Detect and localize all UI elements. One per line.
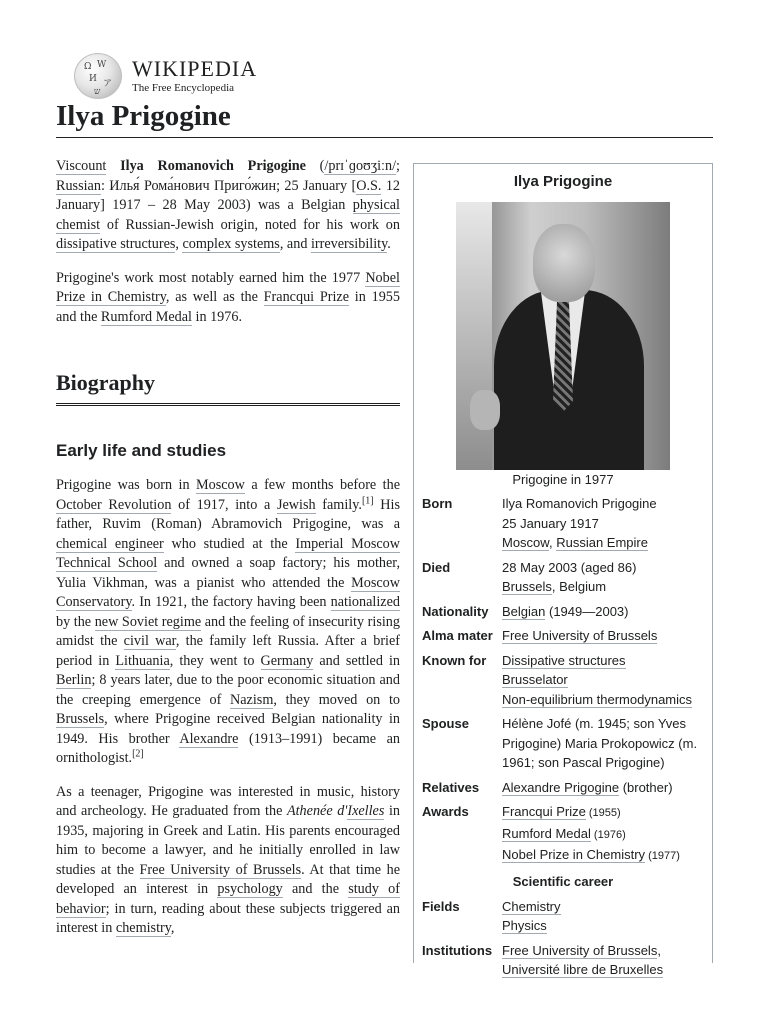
link-nobel-chemistry[interactable]: Nobel Prize in Chemistry [56, 269, 400, 305]
link-nationalized[interactable]: nationalized [330, 594, 400, 610]
portrait-photo[interactable] [456, 202, 670, 470]
wikipedia-wordmark [132, 55, 258, 95]
link-nazism[interactable]: Nazism [230, 691, 274, 708]
infobox-title: Ilya Prigogine [513, 173, 613, 190]
link-free-university-of-brussels[interactable]: Free University of Brussels [139, 861, 302, 878]
link-viscount[interactable]: Viscount [56, 158, 107, 174]
link-germany[interactable]: Germany [260, 652, 314, 669]
link-institution-ulb[interactable]: Université libre de Bruxelles [502, 962, 664, 977]
lead-paragraph-2: Prigogine's work most notably earned him the 1977 Nobel Prize in Chemistry, as well as the Francqui Prize in 1955 and the Rumford Medal in 1976. [56, 269, 400, 325]
infobox-row-relatives: Relatives Alexandre Prigogine (brother) [422, 779, 673, 795]
link-award-nobel[interactable]: Nobel Prize in Chemistry [502, 847, 646, 862]
link-physical-chemist[interactable]: physical chemist [56, 197, 400, 233]
link-psychology[interactable]: psychology [217, 881, 283, 897]
page-title: Ilya Prigogine [56, 100, 231, 132]
link-old-style[interactable]: O.S. [356, 177, 382, 194]
heading-biography: Biography [56, 369, 400, 406]
link-institution-fub[interactable]: Free University of Brussels [502, 942, 658, 958]
link-born-moscow[interactable]: Moscow [502, 535, 549, 550]
link-new-soviet-regime[interactable]: new Soviet regime [94, 613, 202, 630]
link-lithuania[interactable]: Lithuania [115, 652, 170, 669]
link-jewish[interactable]: Jewish [276, 496, 316, 513]
infobox [413, 163, 713, 977]
link-rumford-medal[interactable]: Rumford Medal [100, 308, 192, 325]
photo-caption: Prigogine in 1977 [512, 472, 614, 487]
infobox-row-died: Died 28 May 2003 (aged 86) Brussels, Belgium [422, 559, 637, 594]
link-brusselator[interactable]: Brusselator [502, 672, 568, 687]
infobox-row-awards: Awards Francqui Prize (1955) Rumford Medal (1976) Nobel Prize in Chemistry (1977) [422, 804, 680, 862]
link-study-of-behavior[interactable]: study of behavior [56, 881, 400, 917]
infobox-scientific-career-header: Scientific career [512, 873, 614, 889]
link-belgian[interactable]: Belgian [502, 603, 546, 619]
link-award-francqui[interactable]: Francqui Prize [502, 804, 586, 819]
wikipedia-logo[interactable] [74, 52, 257, 100]
link-alma-mater[interactable]: Free University of Brussels [502, 628, 658, 643]
wordmark-text: WIKIPEDIA [132, 55, 258, 81]
link-moscow-conservatory[interactable]: Moscow Conservatory [56, 574, 400, 610]
title-divider [56, 137, 713, 138]
infobox-row-fields: Fields Chemistry Physics [422, 898, 561, 933]
infobox-row-alma-mater: Alma mater Free University of Brussels [422, 628, 658, 643]
link-died-brussels[interactable]: Brussels [502, 579, 552, 594]
article-body [56, 157, 400, 953]
link-chemical-engineer[interactable]: chemical engineer [56, 535, 164, 552]
link-non-equilibrium[interactable]: Non-equilibrium thermodynamics [502, 691, 693, 707]
link-complex-systems[interactable]: complex systems [182, 236, 280, 252]
link-russian-empire[interactable]: Russian Empire [556, 535, 648, 550]
infobox-row-known-for: Known for Dissipative structures Brusselator Non-equilibrium thermodynamics [422, 652, 693, 707]
link-award-rumford[interactable]: Rumford Medal [502, 825, 591, 841]
link-field-chemistry[interactable]: Chemistry [502, 898, 561, 914]
link-russian[interactable]: Russian [56, 177, 101, 194]
heading-early-life: Early life and studies [56, 441, 227, 460]
infobox-row-spouse: Spouse Hélène Jofé (m. 1945; son Yves Prigogine) Maria Prokopowicz (m. 1961; son Pascal Prigogine) [422, 716, 698, 770]
wikipedia-globe-icon: Ω W И ア ש [74, 53, 122, 99]
wordmark-tagline: The Free Encyclopedia [132, 81, 235, 94]
infobox-row-born: Born Ilya Romanovich Prigogine 25 January 1917 Moscow, Russian Empire [422, 496, 657, 550]
athenee-italic: Athenée d'Ixelles [286, 803, 385, 819]
infobox-row-institutions: Institutions Free University of Brussels, Université libre de Bruxelles [422, 942, 664, 977]
ipa-pronunciation[interactable]: /prɪˈɡoʊʒiːn/ [324, 158, 397, 174]
link-brussels[interactable]: Brussels [56, 711, 105, 727]
early-life-paragraph-2: As a teenager, Prigogine was interested in music, history and archeology. He graduated from the Athenée d'Ixelles in 1935, majoring in Greek and Latin. His parents encouraged him to become a lawyer, and he initially enrolled in law studies at the Free University of Brussels. At that time he developed an interest in psychology and the study of behavior; in turn, reading about these subjects triggered an interest in chemistry, [56, 783, 400, 936]
link-berlin[interactable]: Berlin [56, 672, 92, 688]
link-civil-war[interactable]: civil war [123, 633, 176, 649]
link-imperial-moscow-technical-school[interactable]: Imperial Moscow Technical School [56, 535, 400, 571]
link-october-revolution[interactable]: October Revolution [56, 496, 172, 513]
link-moscow[interactable]: Moscow [196, 477, 245, 493]
infobox-row-nationality: Nationality Belgian (1949—2003) [422, 603, 629, 619]
link-alexandre[interactable]: Alexandre [179, 730, 239, 747]
link-field-physics[interactable]: Physics [502, 918, 547, 933]
reference-1[interactable]: [1] [361, 494, 374, 506]
early-life-paragraph-1: Prigogine was born in Moscow a few months before the October Revolution of 1917, into a Jewish family.[1] His father, Ruvim (Roman) Abramovich Prigogine, was a chemical engineer who studied at the Imperial Moscow Technical School and owned a soap factory; his mother, Yulia Vikhman, was a pianist who attended the Moscow Conservatory. In 1921, the factory having been nationalized by the new Soviet regime and the feeling of insecurity rising amidst the civil war, the family left Russia. After a brief period in Lithuania, they went to Germany and settled in Berlin; 8 years later, due to the poor economic situation and the creeping emergence of Nazism, they moved on to Brussels, where Prigogine received Belgian nationality in 1949. His brother Alexandre (1913–1991) became an ornithologist.[2] [56, 477, 401, 766]
link-irreversibility[interactable]: irreversibility [310, 236, 388, 252]
link-chemistry[interactable]: chemistry [115, 920, 171, 936]
link-relative-alexandre[interactable]: Alexandre Prigogine [502, 779, 620, 795]
subject-name: Ilya Romanovich Prigogine [120, 158, 306, 174]
lead-paragraph-1: Viscount Ilya Romanovich Prigogine (/prɪˈɡoʊʒiːn/; Russian: Илья́ Рома́нович Приго́жин; 25 January [O.S. 12 January] 1917 – 28 May 2003) was a Belgian physical chemist of Russian-Jewish origin, noted for his work on dissipative structures, complex systems, and irreversibility. [56, 158, 400, 252]
link-dissipative-structures[interactable]: dissipative structures [56, 236, 176, 252]
link-ixelles[interactable]: Ixelles [347, 803, 385, 819]
reference-2[interactable]: [2] [132, 748, 144, 760]
link-francqui-prize[interactable]: Francqui Prize [263, 289, 350, 305]
link-known-dissipative[interactable]: Dissipative structures [502, 652, 626, 668]
